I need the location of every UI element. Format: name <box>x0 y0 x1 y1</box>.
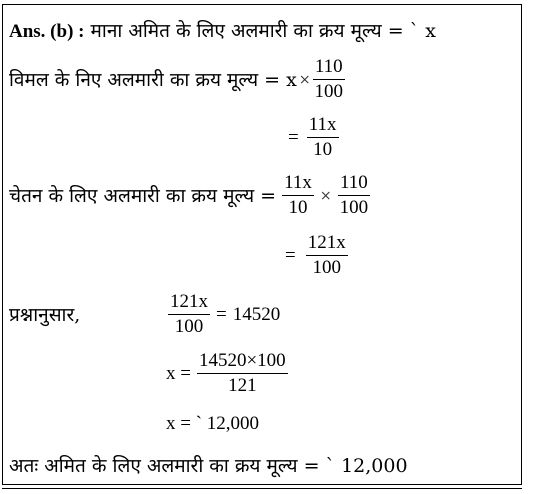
bottom-divider <box>2 488 522 489</box>
line-6-equation <box>168 291 280 338</box>
numerator: 11x <box>307 114 339 138</box>
x-value-line: x = ` 12,000 <box>166 413 260 434</box>
fraction-110-100 <box>338 172 371 219</box>
line-4 <box>9 172 370 219</box>
denominator: 100 <box>174 316 204 337</box>
fraction-14520x100-121 <box>197 350 288 397</box>
denominator: 10 <box>288 197 308 218</box>
fraction-121x-100 <box>306 232 348 279</box>
line-1-text: माना अमित के लिए अलमारी का क्रय मूल्य = ` x <box>90 20 436 42</box>
fraction-11x-10 <box>282 172 314 219</box>
according-to-question-label: प्रश्नानुसार, <box>9 304 81 326</box>
fraction-110-100 <box>313 56 346 103</box>
answer-label: Ans. (b) : <box>9 21 85 42</box>
numerator: 14520×100 <box>197 350 288 374</box>
chetan-cost-label: चेतन के लिए अलमारी का क्रय मूल्य = <box>9 184 277 207</box>
equals-sign: = <box>216 303 227 325</box>
equals-sign: = <box>285 244 296 266</box>
denominator: 121 <box>228 375 257 396</box>
final-answer-line: अतः अमित के लिए अलमारी का क्रय मूल्य = ` 12,000 <box>9 455 408 477</box>
denominator: 100 <box>312 257 341 278</box>
vimal-cost-label: विमल के निए अलमारी का क्रय मूल्य = x <box>9 68 297 91</box>
numerator: 11x <box>282 172 314 196</box>
numerator: 121x <box>168 291 210 315</box>
line-2 <box>9 56 345 103</box>
numerator: 110 <box>313 56 346 80</box>
line-3 <box>288 114 339 161</box>
numerator: 121x <box>306 232 348 256</box>
times-sign: × <box>298 71 311 88</box>
denominator: 100 <box>339 197 369 218</box>
denominator: 100 <box>314 81 344 102</box>
fraction-11x-10 <box>307 114 339 161</box>
x-equals: x = <box>166 362 191 384</box>
denominator: 10 <box>313 139 333 160</box>
value-14520: 14520 <box>232 303 281 325</box>
line-1 <box>9 19 436 44</box>
times-sign: × <box>319 187 332 204</box>
numerator: 110 <box>338 172 371 196</box>
equals-sign: = <box>288 126 299 148</box>
line-5 <box>285 232 348 279</box>
fraction-121x-100 <box>168 291 210 338</box>
line-7 <box>166 350 288 397</box>
